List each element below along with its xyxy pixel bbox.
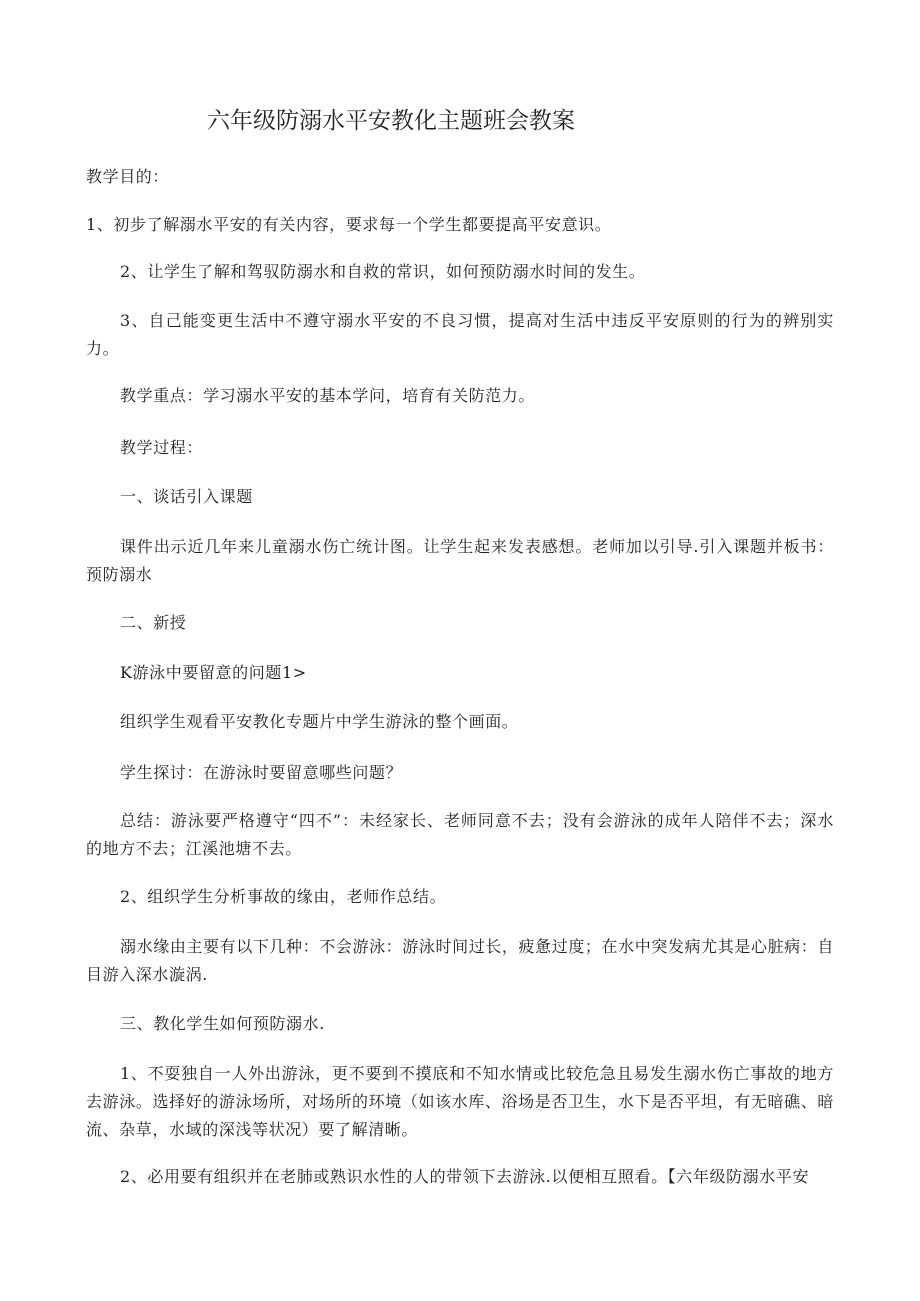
paragraph-objective-1: 1、初步了解溺水平安的有关内容，要求每一个学生都要提高平安意识。 bbox=[86, 215, 612, 234]
paragraph-objectives-heading: 教学目的： bbox=[86, 167, 170, 186]
paragraph-prevention-1: 1、不耍独自一人外出游泳，更不要到不摸底和不知水情或比较危急且易发生溺水伤亡事故的地方去游泳。选择好的游泳场所，对场所的环境（如该水库、浴场是否卫生，水下是否平坦，有无暗礁、暗流、杂草，水域的深浅等状况）要了解清晰。 bbox=[86, 1064, 834, 1139]
section-heading-new-lesson: 二、新授 bbox=[120, 613, 187, 632]
subheading-swimming-issues: K游泳中要留意的问题1> bbox=[120, 663, 307, 682]
document-title: 六年级防溺水平安教化主题班会教案 bbox=[207, 108, 575, 134]
paragraph-courseware: 课件出示近几年来儿童溺水伤亡统计图。让学生起来发表感想。老师加以引导.引入课题并板书：预防溺水 bbox=[86, 537, 834, 584]
paragraph-watch-video: 组织学生观看平安教化专题片中学生游泳的整个画面。 bbox=[120, 712, 519, 731]
paragraph-prevention-2: 2、必用要有组织并在老肺或熟识水性的人的带领下去游泳.以便相互照看。【六年级防溺水平安 bbox=[120, 1167, 810, 1186]
paragraph-objective-3: 3、自己能变更生活中不遵守溺水平安的不良习惯，提高对生活中违反平安原则的行为的辨别实力。 bbox=[86, 311, 834, 358]
paragraph-discussion: 学生探讨：在游泳时要留意哪些问题？ bbox=[120, 763, 403, 782]
paragraph-analysis: 2、组织学生分析事故的缘由，老师作总结。 bbox=[120, 887, 447, 906]
paragraph-process-heading: 教学过程： bbox=[120, 438, 204, 457]
section-heading-intro: 一、谈话引入课题 bbox=[120, 487, 253, 506]
paragraph-causes: 溺水缘由主要有以下几种：不会游泳：游泳时间过长，疲惫过度；在水中突发病尤其是心脏病：自目游入深水漩涡. bbox=[86, 937, 834, 984]
paragraph-key-points: 教学重点：学习溺水平安的基本学问，培育有关防范力。 bbox=[120, 386, 536, 405]
section-heading-prevention: 三、教化学生如何预防溺水. bbox=[120, 1014, 325, 1033]
paragraph-objective-2: 2、让学生了解和驾驭防溺水和自救的常识，如何预防溺水时间的发生。 bbox=[120, 262, 646, 281]
paragraph-summary: 总结：游泳要严格遵守“四不”：未经家长、老师同意不去；没有会游泳的成年人陪伴不去；深水的地方不去；江溪池塘不去。 bbox=[86, 811, 834, 858]
